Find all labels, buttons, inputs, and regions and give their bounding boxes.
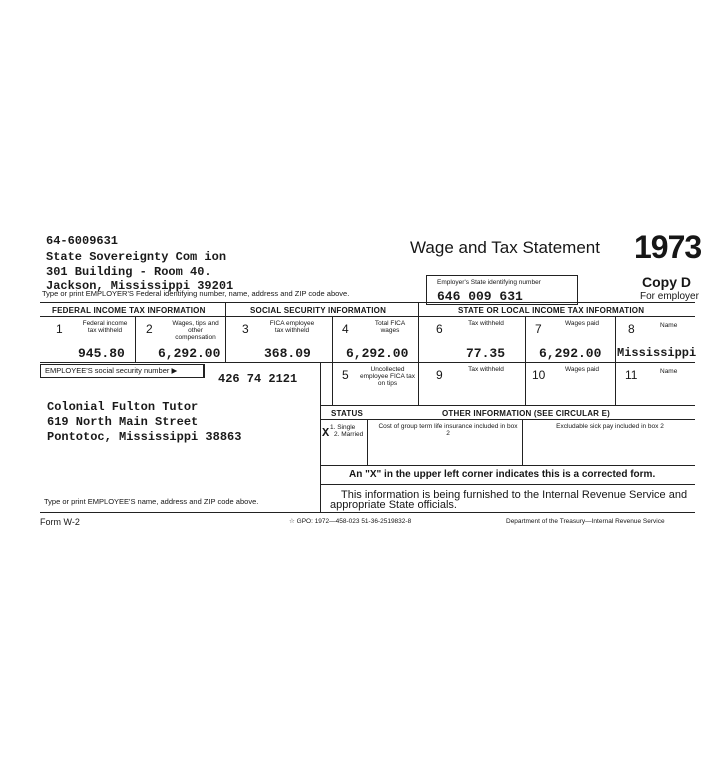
employer-city: Jackson, Mississippi 39201: [46, 279, 234, 293]
box6-value: 77.35: [466, 346, 506, 361]
box6-label: Tax withheld: [468, 320, 504, 327]
employer-ein: 64-6009631: [46, 234, 119, 248]
state-id-label: Employer's State identifying number: [437, 279, 541, 286]
state-header: STATE OR LOCAL INCOME TAX INFORMATION: [458, 306, 645, 315]
divider-fed-ss: [225, 302, 226, 362]
state-id-value: 646 009 631: [437, 289, 523, 304]
dept-line: Department of the Treasury—Internal Revenue Service: [506, 518, 665, 525]
box9-label: Tax withheld: [468, 366, 504, 373]
box7-number: 7: [535, 322, 542, 336]
employer-street: 301 Building - Room 40.: [46, 265, 212, 279]
form-number: Form W-2: [40, 517, 80, 527]
irs-note-1: This information is being furnished to the Internal Revenue Service and: [341, 489, 688, 501]
grid-top-line: [40, 302, 695, 303]
gpo-line: ☆ GPO: 1972—458-023 51-36-2519832-8: [289, 518, 412, 525]
divider-other: [522, 419, 523, 465]
irs-note-2: appropriate State officials.: [330, 499, 457, 511]
status-mark: X: [322, 426, 330, 440]
other-col1: Cost of group term life insurance included in box 2: [378, 423, 518, 437]
box11-label: Name: [660, 368, 678, 375]
box4-value: 6,292.00: [346, 346, 409, 361]
box10-number: 10: [532, 368, 546, 382]
divider-ss-state: [418, 302, 419, 405]
ssn-tick: [203, 364, 204, 378]
row1-line: [40, 362, 695, 363]
section-header-line: [40, 316, 695, 317]
state-id-box: [426, 275, 578, 305]
corrected-note: An "X" in the upper left corner indicates this is a corrected form.: [349, 469, 656, 480]
box10-label: Wages paid: [564, 366, 600, 373]
employee-caption: Type or print EMPLOYEE'S name, address and ZIP code above.: [44, 497, 259, 506]
employee-city: Pontotoc, Mississippi 38863: [47, 430, 242, 444]
box3-label: FICA employee tax withheld: [269, 320, 315, 334]
box7-value: 6,292.00: [539, 346, 602, 361]
federal-header: FEDERAL INCOME TAX INFORMATION: [52, 306, 206, 315]
box1-label: Federal income tax withheld: [82, 320, 128, 334]
box7-label: Wages paid: [564, 320, 600, 327]
box6-number: 6: [436, 322, 443, 336]
corrected-line: [320, 484, 695, 485]
copy-sub: For employer: [640, 291, 699, 302]
divider-b6-b7: [525, 316, 526, 405]
copy-label: Copy D: [642, 274, 691, 290]
box3-value: 368.09: [264, 346, 311, 361]
box2-value: 6,292.00: [158, 346, 221, 361]
other-col2: Excludable sick pay included in box 2: [556, 423, 664, 430]
box4-number: 4: [342, 322, 349, 336]
box2-label: Wages, tips and other compensation: [172, 320, 219, 341]
divider-b3-b4: [332, 316, 333, 405]
box1-number: 1: [56, 322, 63, 336]
box11-number: 11: [625, 368, 638, 382]
box8-number: 8: [628, 322, 635, 336]
status-single: 1. Single: [330, 424, 356, 431]
bottom-line: [40, 512, 695, 513]
box4-label: Total FICA wages: [374, 320, 406, 334]
box2-number: 2: [146, 322, 153, 336]
box3-number: 3: [242, 322, 249, 336]
ssn-label: EMPLOYEE'S social security number ▶: [45, 366, 178, 375]
divider-b7-b8: [615, 316, 616, 405]
other-info-label: OTHER INFORMATION (SEE CIRCULAR E): [442, 409, 610, 418]
social-header: SOCIAL SECURITY INFORMATION: [250, 306, 387, 315]
status-bottom-line: [320, 465, 695, 466]
row2-line: [320, 405, 695, 406]
divider-b1-b2: [135, 316, 136, 362]
employee-ssn: 426 74 2121: [218, 372, 298, 386]
box5-label: Uncollected employee FICA tax on tips: [360, 366, 415, 387]
divider-employee: [320, 362, 321, 512]
form-year: 1973: [634, 229, 702, 265]
employer-caption: Type or print EMPLOYER'S Federal identifying number, name, address and ZIP code above.: [42, 289, 350, 298]
status-label: STATUS: [331, 409, 364, 418]
employer-name: State Sovereignty Com ion: [46, 250, 227, 264]
box5-number: 5: [342, 368, 349, 382]
box8-label: Name: [660, 322, 678, 329]
ssn-label-box: [40, 364, 205, 378]
status-header-line: [320, 419, 695, 420]
box9-number: 9: [436, 368, 443, 382]
form-title: Wage and Tax Statement: [410, 238, 600, 257]
box1-value: 945.80: [78, 346, 125, 361]
employee-street: 619 North Main Street: [47, 415, 199, 429]
box8-value: Mississippi: [617, 346, 697, 360]
divider-status: [367, 419, 368, 465]
employee-name: Colonial Fulton Tutor: [47, 400, 199, 414]
status-married: 2. Married: [334, 431, 364, 438]
